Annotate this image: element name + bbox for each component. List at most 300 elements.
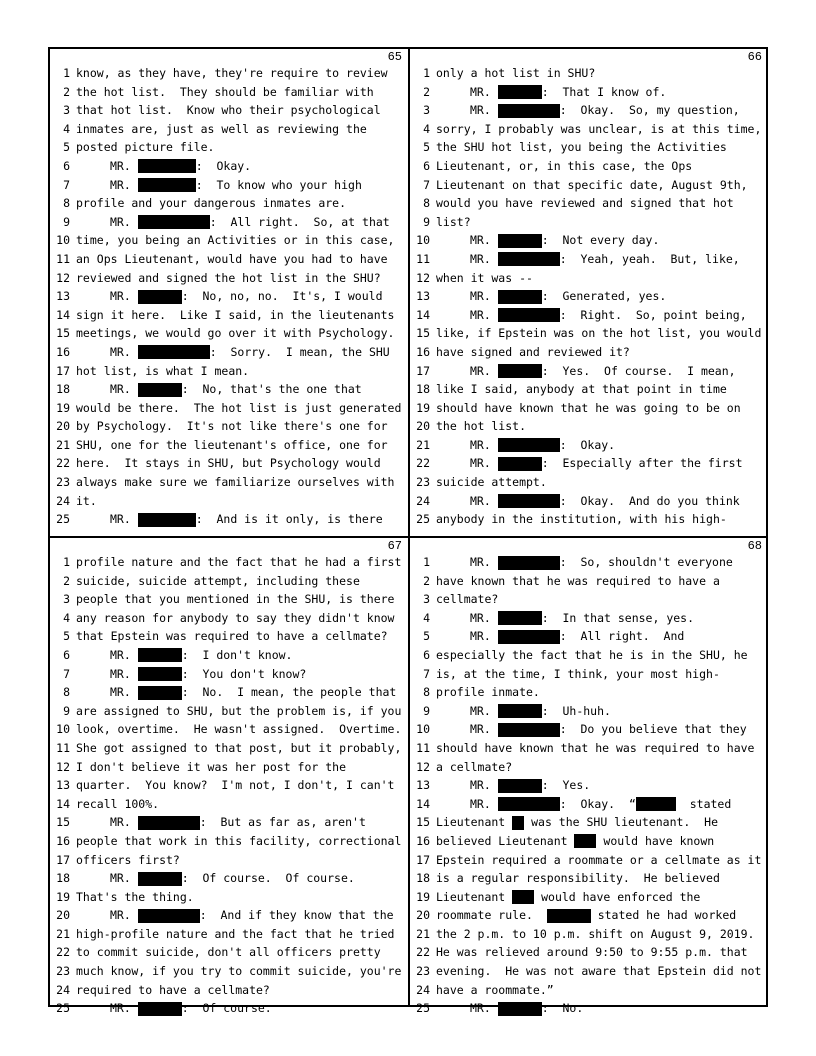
transcript-line — [50, 999, 406, 1018]
text-segment: stated — [675, 796, 732, 811]
line-text — [70, 720, 401, 739]
text-segment: : Not every day. — [541, 233, 660, 248]
text-segment: like I said, anybody at that point in time — [436, 382, 727, 397]
line-text — [430, 553, 733, 572]
transcript-line — [410, 925, 766, 944]
text-segment: MR. — [110, 666, 138, 681]
line-text — [430, 572, 720, 591]
redaction-box — [138, 290, 182, 304]
transcript-line — [50, 720, 406, 739]
transcript-line — [410, 999, 766, 1018]
transcript-line — [410, 510, 766, 529]
redaction-box — [574, 834, 596, 848]
line-text — [430, 795, 731, 814]
line-number: 24 — [56, 982, 70, 997]
line-number: 21 — [416, 926, 430, 941]
transcript-line — [50, 590, 406, 609]
text-segment: to commit suicide, don't all officers pretty — [76, 945, 381, 960]
line-text — [70, 250, 388, 269]
text-segment: : Yes. — [541, 778, 591, 793]
transcript-line — [50, 362, 406, 381]
transcript-line — [50, 925, 406, 944]
transcript-line — [410, 627, 766, 646]
line-number: 7 — [63, 666, 70, 681]
transcript-line — [410, 888, 766, 907]
line-number: 4 — [423, 121, 430, 136]
text-segment: Lieutenant — [436, 815, 513, 830]
text-segment: : In that sense, yes. — [541, 610, 695, 625]
redaction-box — [138, 383, 182, 397]
line-text — [70, 194, 346, 213]
text-segment: MR. — [470, 84, 498, 99]
text-segment: would have enforced the — [534, 889, 701, 904]
text-segment: the SHU hot list, you being the Activities — [436, 140, 727, 155]
line-number: 15 — [56, 326, 70, 341]
line-text — [430, 287, 666, 306]
text-segment: : Right. So, point being, — [559, 307, 747, 322]
redaction-box — [138, 872, 182, 886]
text-segment: the hot list. They should be familiar with — [76, 84, 374, 99]
text-segment: required to have a cellmate? — [76, 982, 270, 997]
transcript-line — [410, 553, 766, 572]
text-segment: : So, shouldn't everyone — [559, 555, 733, 569]
page-number: 68 — [747, 539, 762, 553]
text-segment: was the SHU lieutenant. He — [524, 815, 719, 830]
transcript-line — [50, 869, 406, 888]
line-text — [430, 720, 747, 739]
redaction-box — [138, 1002, 182, 1016]
transcript-line — [50, 399, 406, 418]
redaction-box — [498, 630, 560, 644]
line-number: 10 — [416, 233, 430, 248]
transcript-line — [410, 869, 766, 888]
line-text — [70, 627, 388, 646]
line-number: 22 — [56, 456, 70, 471]
transcript-line — [50, 473, 406, 492]
text-segment: reviewed and signed the hot list in the SHU? — [76, 270, 381, 285]
transcript-line — [50, 795, 406, 814]
text-segment: especially the fact that he is in the SHU, he — [436, 647, 748, 662]
line-text — [70, 943, 381, 962]
transcript-line — [410, 702, 766, 721]
line-number: 16 — [56, 344, 70, 359]
text-segment: : And if they know that the — [199, 908, 394, 923]
redaction-box — [138, 686, 182, 700]
text-segment: the 2 p.m. to 10 p.m. shift on August 9, 2019. — [436, 926, 755, 941]
transcript-line — [410, 176, 766, 195]
transcript-line — [410, 739, 766, 758]
transcript-line — [50, 683, 406, 702]
line-number: 12 — [416, 759, 430, 774]
line-text — [430, 943, 748, 962]
line-number: 9 — [63, 214, 70, 229]
line-number: 2 — [63, 84, 70, 99]
text-segment: should have known that he was required to have — [436, 740, 755, 755]
text-segment: MR. — [110, 647, 138, 662]
redaction-box — [547, 909, 591, 923]
transcript-line — [50, 665, 406, 684]
transcript-line — [410, 250, 766, 269]
line-text — [70, 362, 249, 381]
text-segment: : Of course. Of course. — [181, 871, 355, 886]
text-segment: MR. — [470, 103, 498, 118]
line-number: 8 — [63, 196, 70, 211]
line-number: 8 — [63, 685, 70, 700]
transcript-line — [410, 758, 766, 777]
line-number: 22 — [56, 945, 70, 960]
line-text — [430, 702, 611, 721]
line-list — [50, 64, 406, 529]
text-segment: hot list, is what I mean. — [76, 363, 250, 378]
text-segment: : To know who your high — [195, 177, 362, 192]
line-text — [430, 832, 714, 851]
line-text — [70, 739, 401, 758]
transcript-line — [50, 231, 406, 250]
text-segment: : Okay. — [195, 158, 252, 173]
transcript-line — [50, 627, 406, 646]
text-segment: would you have reviewed and signed that hot — [436, 196, 734, 211]
transcript-line — [410, 101, 766, 120]
text-segment: : Okay. — [559, 437, 616, 452]
text-segment: : No. — [541, 1001, 584, 1016]
line-text — [430, 869, 720, 888]
line-number: 16 — [416, 344, 430, 359]
line-number: 18 — [56, 871, 70, 886]
line-text — [430, 306, 747, 325]
text-segment: cellmate? — [436, 592, 499, 607]
line-text — [70, 436, 388, 455]
redaction-box — [138, 345, 210, 359]
redaction-box — [512, 816, 524, 830]
text-segment: MR. — [470, 437, 498, 452]
text-segment: : Yeah, yeah. But, like, — [559, 251, 740, 266]
line-text — [430, 176, 748, 195]
line-number: 18 — [56, 382, 70, 397]
transcript-line — [50, 194, 406, 213]
line-number: 5 — [423, 140, 430, 155]
transcript-line — [50, 981, 406, 1000]
line-text — [70, 758, 346, 777]
text-segment: : Do you believe that they — [559, 722, 747, 737]
line-text — [430, 417, 526, 436]
redaction-box — [498, 779, 542, 793]
text-segment: roommate rule. — [436, 908, 547, 923]
text-segment: : Yes. Of course. I mean, — [541, 363, 736, 378]
text-segment: high-profile nature and the fact that he tried — [76, 926, 395, 941]
line-text — [430, 324, 761, 343]
line-text — [430, 906, 736, 925]
text-segment: believed Lieutenant — [436, 833, 575, 848]
line-list — [50, 553, 406, 1018]
line-text — [430, 120, 761, 139]
line-text — [430, 250, 740, 269]
transcript-line — [50, 157, 406, 176]
line-text — [70, 702, 401, 721]
line-number: 15 — [56, 815, 70, 830]
line-number: 17 — [416, 852, 430, 867]
line-number: 23 — [56, 964, 70, 979]
line-text — [430, 510, 727, 529]
line-number: 19 — [56, 400, 70, 415]
line-number: 14 — [56, 796, 70, 811]
transcript-line — [410, 665, 766, 684]
redaction-box — [498, 704, 542, 718]
line-number: 21 — [56, 437, 70, 452]
text-segment: : Okay. So, my question, — [559, 103, 740, 118]
line-text — [70, 399, 401, 418]
text-segment: here. It stays in SHU, but Psychology would — [76, 456, 381, 471]
line-number: 13 — [56, 778, 70, 793]
line-number: 25 — [416, 512, 430, 527]
transcript-line — [410, 306, 766, 325]
line-text — [70, 101, 381, 120]
text-segment: She got assigned to that post, but it probably, — [76, 740, 402, 755]
line-number: 7 — [423, 177, 430, 192]
line-text — [70, 776, 395, 795]
line-text — [430, 627, 684, 646]
redaction-box — [636, 797, 676, 811]
text-segment: an Ops Lieutenant, would have you had to have — [76, 251, 388, 266]
line-text — [70, 64, 388, 83]
text-segment: : No, no, no. It's, I would — [181, 289, 383, 304]
text-segment: : Okay. “ — [559, 796, 636, 811]
line-text — [430, 64, 595, 83]
line-number: 14 — [416, 307, 430, 322]
page-number: 67 — [387, 539, 402, 553]
line-number: 23 — [416, 964, 430, 979]
line-number: 4 — [63, 610, 70, 625]
line-number: 12 — [416, 270, 430, 285]
text-segment: a cellmate? — [436, 759, 513, 774]
page-number: 65 — [387, 50, 402, 64]
line-number: 7 — [63, 177, 70, 192]
transcript-line — [410, 83, 766, 102]
text-segment: : I don't know. — [181, 647, 293, 662]
line-number: 20 — [56, 419, 70, 434]
line-text — [430, 888, 700, 907]
line-number: 3 — [63, 592, 70, 607]
line-number: 11 — [56, 251, 70, 266]
redaction-box — [498, 290, 542, 304]
text-segment: list? — [436, 214, 471, 229]
redaction-box — [138, 667, 182, 681]
text-segment: MR. — [470, 456, 498, 471]
text-segment: sign it here. Like I said, in the lieutenants — [76, 307, 395, 322]
transcript-line — [50, 213, 406, 232]
text-segment: that hot list. Know who their psychological — [76, 103, 381, 118]
text-segment: : That I know of. — [541, 84, 667, 99]
text-segment: : You don't know? — [181, 666, 307, 681]
text-segment: have known that he was required to have a — [436, 573, 720, 588]
line-number: 17 — [56, 363, 70, 378]
line-number: 21 — [416, 437, 430, 452]
text-segment: by Psychology. It's not like there's one for — [76, 419, 388, 434]
text-segment: : Uh-huh. — [541, 703, 611, 718]
transcript-line — [410, 473, 766, 492]
line-number: 3 — [63, 103, 70, 118]
text-segment: evening. He was not aware that Epstein did not — [436, 964, 762, 979]
redaction-box — [498, 1002, 542, 1016]
text-segment: MR. — [470, 722, 498, 737]
line-number: 12 — [56, 270, 70, 285]
transcript-line — [410, 795, 766, 814]
text-segment: MR. — [470, 493, 498, 508]
transcript-line — [50, 776, 406, 795]
text-segment: is, at the time, I think, your most high- — [436, 666, 720, 681]
text-segment: MR. — [110, 685, 138, 700]
transcript-line — [50, 176, 406, 195]
text-segment: MR. — [110, 815, 138, 830]
text-segment: when it was -- — [436, 270, 533, 285]
line-number: 18 — [416, 382, 430, 397]
transcript-line — [410, 231, 766, 250]
line-number: 3 — [423, 103, 430, 118]
transcript-line — [410, 362, 766, 381]
transcript-line — [410, 194, 766, 213]
transcript-line — [50, 138, 406, 157]
line-text — [70, 138, 214, 157]
line-text — [430, 231, 659, 250]
line-text — [70, 553, 401, 572]
line-number: 14 — [56, 307, 70, 322]
line-number: 25 — [416, 1001, 430, 1016]
text-segment: recall 100%. — [76, 796, 160, 811]
line-text — [70, 813, 366, 832]
transcript-line — [50, 609, 406, 628]
line-text — [70, 665, 306, 684]
text-segment: have a roommate.” — [436, 982, 554, 997]
line-number: 14 — [416, 796, 430, 811]
line-number: 2 — [63, 573, 70, 588]
redaction-box — [138, 909, 200, 923]
line-number: 18 — [416, 871, 430, 886]
line-text — [430, 454, 743, 473]
transcript-sheet — [48, 47, 768, 1016]
line-number: 17 — [416, 363, 430, 378]
transcript-line — [410, 683, 766, 702]
line-number: 5 — [423, 629, 430, 644]
text-segment: know, as they have, they're require to review — [76, 66, 388, 80]
transcript-line — [50, 813, 406, 832]
text-segment: only a hot list in SHU? — [436, 66, 596, 80]
redaction-box — [498, 723, 560, 737]
redaction-box — [498, 457, 542, 471]
line-text — [70, 157, 251, 176]
line-number: 2 — [423, 573, 430, 588]
transcript-line — [50, 739, 406, 758]
line-text — [430, 138, 727, 157]
text-segment: : All right. So, at that — [209, 214, 390, 229]
transcript-line — [50, 832, 406, 851]
line-number: 17 — [56, 852, 70, 867]
transcript-line — [410, 981, 766, 1000]
line-number: 2 — [423, 84, 430, 99]
line-text — [430, 590, 498, 609]
transcript-page — [410, 538, 766, 1023]
line-text — [70, 231, 395, 250]
text-segment: suicide attempt. — [436, 475, 547, 490]
redaction-box — [498, 797, 560, 811]
line-number: 21 — [56, 926, 70, 941]
text-segment: would be there. The hot list is just generated — [76, 400, 402, 415]
line-text — [430, 269, 533, 288]
line-text — [70, 646, 292, 665]
text-segment: MR. — [470, 703, 498, 718]
line-number: 13 — [416, 289, 430, 304]
line-number: 20 — [416, 908, 430, 923]
line-text — [70, 83, 374, 102]
line-number: 23 — [56, 475, 70, 490]
text-segment: MR. — [470, 629, 498, 644]
line-text — [70, 380, 362, 399]
line-number: 22 — [416, 945, 430, 960]
line-text — [430, 962, 761, 981]
transcript-line — [50, 962, 406, 981]
text-segment: That's the thing. — [76, 889, 194, 904]
line-number: 11 — [56, 740, 70, 755]
line-text — [70, 269, 381, 288]
transcript-line — [50, 758, 406, 777]
line-number: 9 — [423, 214, 430, 229]
text-segment: : And is it only, is there — [195, 512, 383, 527]
text-segment: have signed and reviewed it? — [436, 344, 630, 359]
line-text — [430, 851, 761, 870]
line-text — [70, 609, 395, 628]
line-text — [430, 362, 736, 381]
line-text — [70, 869, 355, 888]
line-list — [410, 553, 766, 1018]
transcript-line — [410, 851, 766, 870]
text-segment: MR. — [110, 158, 138, 173]
redaction-box — [498, 556, 560, 570]
line-number: 15 — [416, 326, 430, 341]
line-number: 5 — [63, 629, 70, 644]
line-number: 19 — [56, 889, 70, 904]
transcript-line — [50, 906, 406, 925]
text-segment: MR. — [470, 610, 498, 625]
line-text — [430, 194, 734, 213]
line-number: 7 — [423, 666, 430, 681]
line-number: 6 — [63, 647, 70, 662]
text-segment: sorry, I probably was unclear, is at this time, — [436, 121, 762, 136]
redaction-box — [138, 648, 182, 662]
line-number: 9 — [423, 703, 430, 718]
line-number: 8 — [423, 685, 430, 700]
line-number: 13 — [56, 289, 70, 304]
transcript-line — [410, 720, 766, 739]
text-segment: I don't believe it was her post for the — [76, 759, 347, 774]
redaction-box — [138, 215, 210, 229]
redaction-box — [498, 85, 542, 99]
transcript-line — [410, 609, 766, 628]
text-segment: profile nature and the fact that he had a first — [76, 555, 402, 569]
transcript-line — [410, 343, 766, 362]
transcript-line — [50, 306, 406, 325]
transcript-line — [50, 101, 406, 120]
line-text — [70, 832, 401, 851]
line-text — [430, 213, 471, 232]
line-text — [70, 343, 390, 362]
line-number: 25 — [56, 1001, 70, 1016]
text-segment: : Sorry. I mean, the SHU — [209, 344, 390, 359]
text-segment: is a regular responsibility. He believed — [436, 871, 720, 886]
text-segment: MR. — [470, 251, 498, 266]
text-segment: Epstein required a roommate or a cellmate as it — [436, 852, 762, 867]
line-text — [70, 492, 97, 511]
line-text — [70, 473, 395, 492]
transcript-line — [410, 269, 766, 288]
line-number: 9 — [63, 703, 70, 718]
